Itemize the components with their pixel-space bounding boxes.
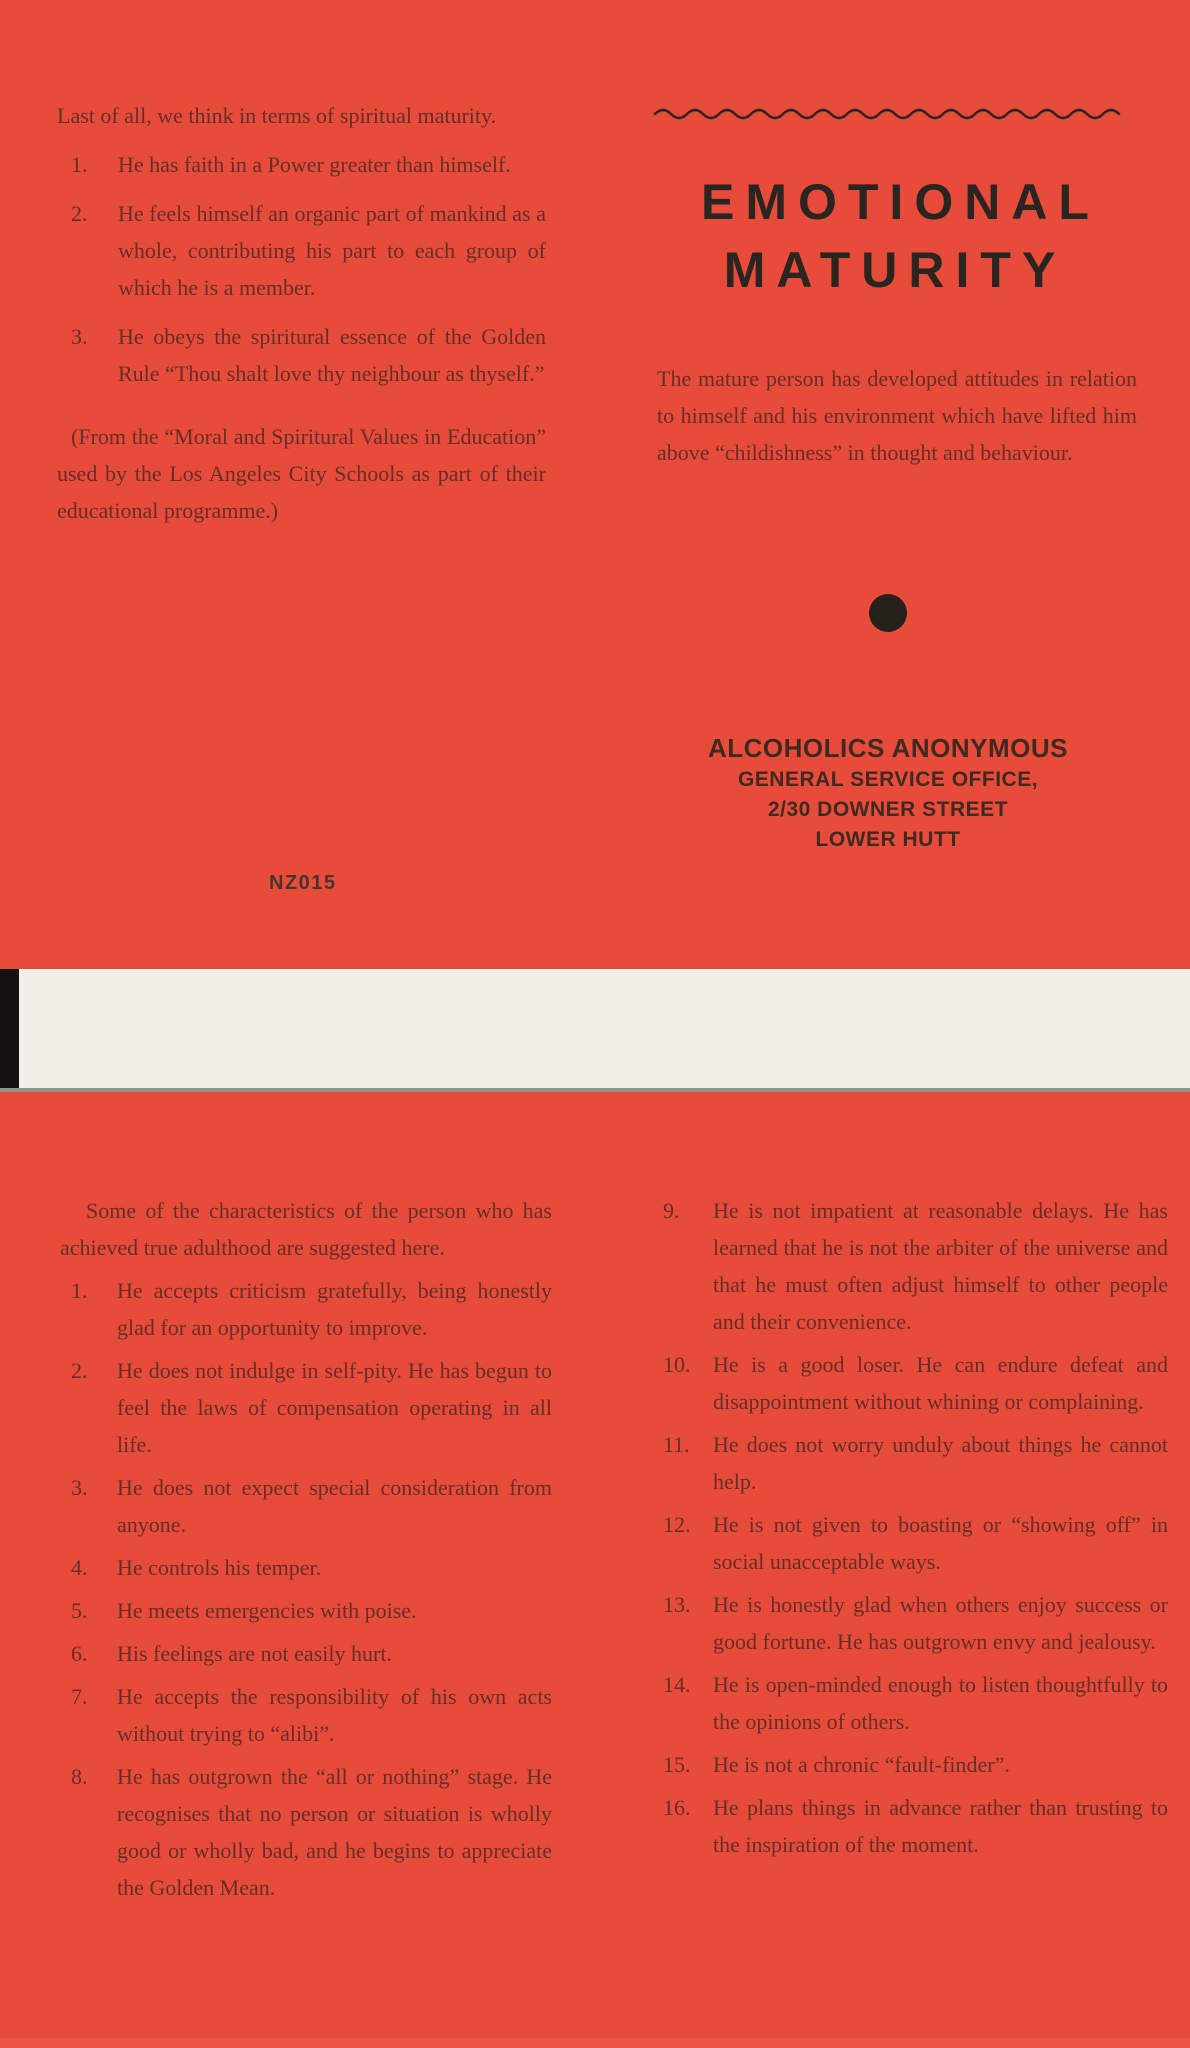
list-item-text: He does not expect special consideration from anyone. [117,1475,552,1537]
list-item-number: 2. [71,201,88,226]
list-item [60,1469,552,1543]
list-item-text: He is a good loser. He can endure defeat and disappointment without whining or complaining. [713,1352,1168,1414]
list-item-number: 1. [71,152,88,177]
list-item-text: He meets emergencies with poise. [117,1598,417,1623]
list-item-number: 16. [663,1795,691,1820]
publisher-address [657,731,1119,855]
scan-gap-band [0,969,1190,1092]
list-item-text: He is honestly glad when others enjoy success or good fortune. He has outgrown envy and jealousy. [713,1592,1168,1654]
film-edge-bar [0,969,19,1088]
list-item [662,1789,1168,1863]
list-item [60,1592,552,1629]
list-item-number: 6. [71,1641,88,1666]
list-item [662,1426,1168,1500]
inner-right-panel [662,1192,1168,1863]
list-item-text: He is not given to boasting or “showing off” in social unacceptable ways. [713,1512,1168,1574]
list-item-text: He feels himself an organic part of mankind as a whole, contributing his part to each group of which he is a member. [118,201,546,300]
list-item-text: He does not worry unduly about things he cannot help. [713,1432,1168,1494]
list-item [60,1272,552,1346]
list-item-text: He is not a chronic “fault-finder”. [713,1752,1010,1777]
list-item [57,195,546,306]
cover-intro: The mature person has developed attitudes in relation to himself and his environment which have lifted him above “childishness” in thought and behaviour. [657,366,1137,465]
list-item-number: 4. [71,1555,88,1580]
title-line-1: EMOTIONAL [701,174,1100,230]
address-line: GENERAL SERVICE OFFICE, [737,768,1039,791]
organization-name: ALCOHOLICS ANONYMOUS [707,733,1069,763]
list-item [60,1352,552,1463]
wavy-rule-icon [652,103,1124,121]
list-item [57,146,546,183]
pamphlet-outer-spread [0,0,1190,969]
list-item-number: 3. [71,324,88,349]
list-item-text: He is open-minded enough to listen thoughtfully to the opinions of others. [713,1672,1168,1734]
list-item-number: 14. [663,1672,691,1697]
list-item-number: 8. [71,1764,88,1789]
list-item-text: He does not indulge in self-pity. He has begun to feel the laws of compensation operating in all life. [117,1358,552,1457]
list-item-number: 7. [71,1684,88,1709]
source-note: (From the “Moral and Spiritural Values in Education” used by the Los Angeles City Schools as part of their educational programme.) [57,424,546,523]
pamphlet-inner-spread [0,1092,1190,2048]
list-item-number: 9. [663,1198,680,1223]
address-line: LOWER HUTT [815,828,961,851]
title-line-2: MATURITY [723,242,1067,298]
list-item [60,1635,552,1672]
list-item [60,1758,552,1906]
list-item [662,1192,1168,1340]
list-item-text: His feelings are not easily hurt. [117,1641,392,1666]
list-item-number: 15. [663,1752,691,1777]
page-bottom-edge [0,2038,1190,2048]
address-line: 2/30 DOWNER STREET [767,798,1009,821]
list-item [60,1549,552,1586]
list-item-text: He obeys the spiritural essence of the Golden Rule “Thou shalt love thy neighbour as thyself.” [118,324,546,386]
list-item-text: He is not impatient at reasonable delays. He has learned that he is not the arbiter of the universe and that he must often adjust himself to other people and their convenience. [713,1198,1168,1334]
catalog-code: NZ015 [269,872,337,894]
list-item-text: He accepts the responsibility of his own acts without trying to “alibi”. [117,1684,552,1746]
bullet-dot-icon [869,594,907,632]
list-item-text: He controls his temper. [117,1555,322,1580]
list-item [662,1346,1168,1420]
list-item-text: He plans things in advance rather than trusting to the inspiration of the moment. [713,1795,1168,1857]
list-item-number: 5. [71,1598,88,1623]
list-item-number: 12. [663,1512,691,1537]
list-item-text: He accepts criticism gratefully, being honestly glad for an opportunity to improve. [117,1278,552,1340]
list-item-number: 2. [71,1358,88,1383]
list-item-number: 11. [663,1432,690,1457]
list-item [662,1586,1168,1660]
back-panel-intro: Last of all, we think in terms of spiritual maturity. [57,103,497,128]
back-panel [57,97,546,529]
list-item-text: He has faith in a Power greater than himself. [118,152,511,177]
list-item-number: 1. [71,1278,88,1303]
inner-left-panel [60,1192,552,1906]
list-item [662,1506,1168,1580]
list-item-text: He has outgrown the “all or nothing” stage. He recognises that no person or situation is wholly good or wholly bad, and he begins to appreciate the Golden Mean. [117,1764,552,1900]
pamphlet-title [655,168,1135,304]
list-item [60,1678,552,1752]
list-item [662,1746,1168,1783]
list-item-number: 13. [663,1592,691,1617]
list-item [57,318,546,392]
list-item-number: 10. [663,1352,691,1377]
list-item [662,1666,1168,1740]
inner-intro: Some of the characteristics of the person who has achieved true adulthood are suggested here. [60,1198,552,1260]
list-item-number: 3. [71,1475,88,1500]
